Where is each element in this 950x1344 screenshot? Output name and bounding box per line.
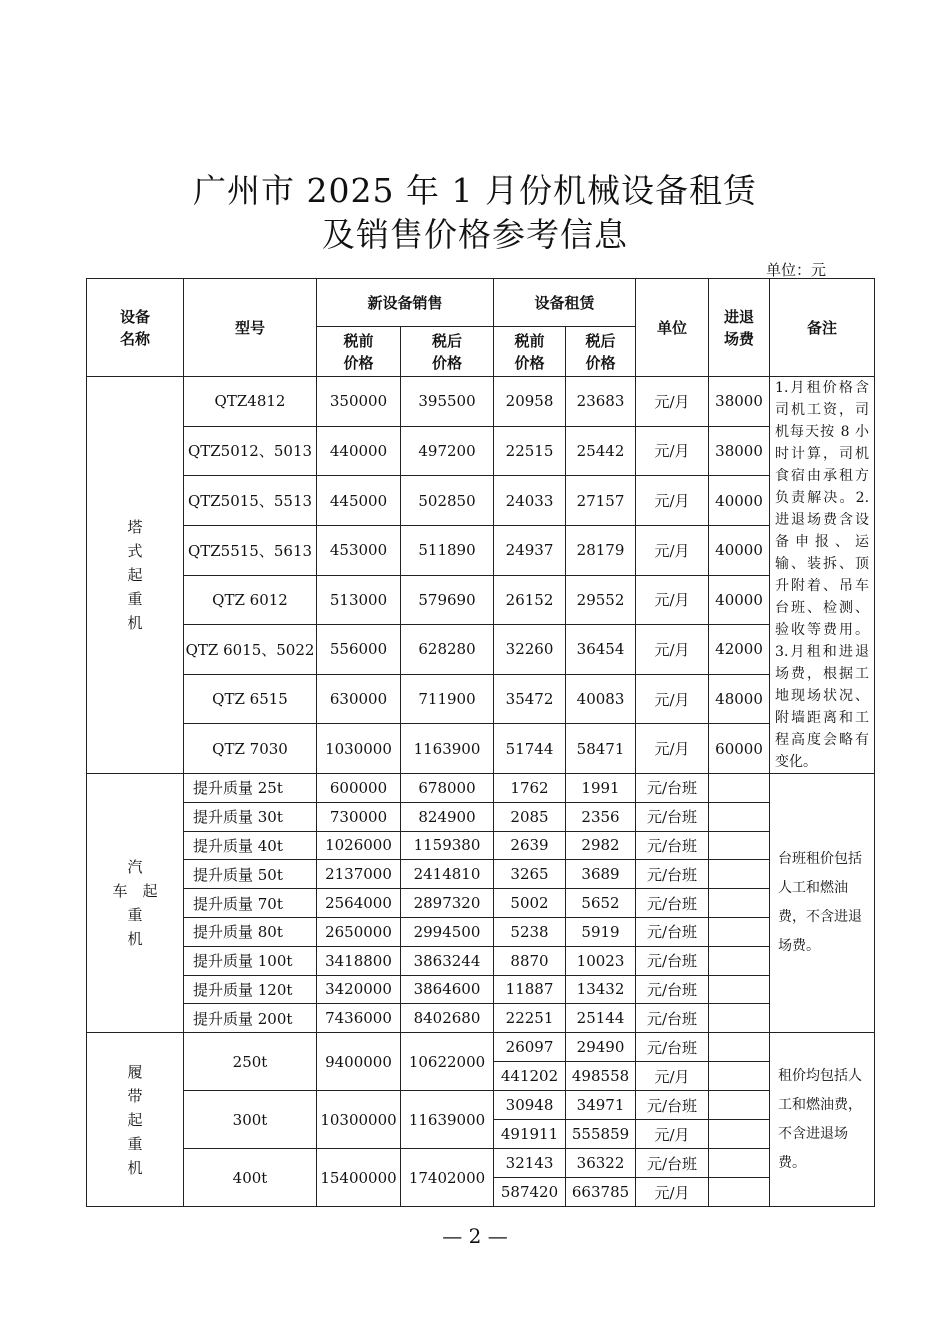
cell-rent-post-tax: 2356 — [566, 802, 636, 831]
document-title-line1: 广州市 2025 年 1 月份机械设备租赁 — [193, 171, 757, 210]
header-name: 设备名称 — [87, 279, 184, 377]
cell-sale-pre-tax: 600000 — [317, 774, 401, 803]
cell-unit: 元/台班 — [636, 889, 709, 918]
cell-sale-post-tax: 3863244 — [401, 946, 494, 975]
cell-sale-pre-tax: 630000 — [317, 674, 401, 724]
table-row — [87, 831, 875, 860]
tower-crane-name-char: 重 — [127, 590, 143, 608]
cell-rent-post-tax: 498558 — [566, 1062, 636, 1091]
table-row — [87, 1149, 875, 1178]
cell-rent-post-tax: 34971 — [566, 1091, 636, 1120]
cell-model: QTZ 6015、5022 — [184, 625, 317, 675]
cell-entry-fee: 48000 — [709, 674, 770, 724]
table-row — [87, 774, 875, 803]
cell-model: QTZ5012、5013 — [184, 426, 317, 476]
cell-sale-post-tax: 395500 — [401, 377, 494, 427]
cell-entry-fee — [709, 774, 770, 803]
crawler-crane-name-char: 机 — [127, 1158, 143, 1177]
cell-entry-fee: 40000 — [709, 476, 770, 526]
cell-model: QTZ 6012 — [184, 575, 317, 625]
header-sale-post-tax: 税后价格 — [401, 327, 494, 377]
cell-sale-pre-tax: 730000 — [317, 802, 401, 831]
tower-crane-name-char: 机 — [127, 614, 143, 632]
cell-sale-pre-tax: 2137000 — [317, 860, 401, 889]
cell-rent-post-tax: 3689 — [566, 860, 636, 889]
cell-rent-pre-tax: 2639 — [494, 831, 566, 860]
cell-sale-post-tax: 824900 — [401, 802, 494, 831]
cell-sale-post-tax: 678000 — [401, 774, 494, 803]
cell-model: QTZ5515、5613 — [184, 525, 317, 575]
cell-rent-pre-tax: 24033 — [494, 476, 566, 526]
cell-model: QTZ4812 — [184, 377, 317, 427]
cell-rent-post-tax: 5919 — [566, 917, 636, 946]
crawler-crane-name-char: 履 — [127, 1062, 143, 1081]
header-entry-fee: 进退场费 — [709, 279, 770, 377]
cell-rent-pre-tax: 5238 — [494, 917, 566, 946]
cell-rent-pre-tax: 1762 — [494, 774, 566, 803]
cell-unit: 元/月 — [636, 625, 709, 675]
cell-rent-post-tax: 27157 — [566, 476, 636, 526]
cell-sale-pre-tax: 3420000 — [317, 975, 401, 1004]
cell-rent-post-tax: 23683 — [566, 377, 636, 427]
cell-rent-pre-tax: 32143 — [494, 1149, 566, 1178]
cell-sale-pre-tax: 9400000 — [317, 1033, 401, 1091]
cell-rent-pre-tax: 3265 — [494, 860, 566, 889]
cell-sale-pre-tax: 1026000 — [317, 831, 401, 860]
cell-entry-fee — [709, 1178, 770, 1207]
cell-unit: 元/台班 — [636, 1004, 709, 1033]
tower-crane-name — [87, 377, 184, 774]
cell-model: 提升质量 200t — [184, 1004, 317, 1033]
cell-model: 提升质量 120t — [184, 975, 317, 1004]
cell-unit: 元/台班 — [636, 946, 709, 975]
table-row — [87, 476, 875, 526]
crawler-crane-name-char: 带 — [127, 1086, 143, 1105]
cell-rent-post-tax: 29552 — [566, 575, 636, 625]
cell-entry-fee — [709, 1033, 770, 1062]
table-row — [87, 724, 875, 774]
cell-unit: 元/月 — [636, 525, 709, 575]
cell-sale-pre-tax: 7436000 — [317, 1004, 401, 1033]
cell-sale-pre-tax: 3418800 — [317, 946, 401, 975]
cell-rent-post-tax: 25144 — [566, 1004, 636, 1033]
page-number: — 2 — — [442, 1224, 508, 1248]
crawler-crane-name-char: 重 — [127, 1134, 143, 1153]
header-rent-post-tax: 税后价格 — [566, 327, 636, 377]
cell-entry-fee: 40000 — [709, 525, 770, 575]
cell-sale-post-tax: 497200 — [401, 426, 494, 476]
cell-rent-pre-tax: 11887 — [494, 975, 566, 1004]
cell-entry-fee — [709, 1120, 770, 1149]
header-new-sale: 新设备销售 — [317, 279, 494, 327]
header-model: 型号 — [184, 279, 317, 377]
cell-sale-post-tax: 711900 — [401, 674, 494, 724]
cell-model: 提升质量 50t — [184, 860, 317, 889]
truck-crane-remark: 台班租价包括人工和燃油费，不含进退场费。 — [770, 774, 875, 1033]
cell-sale-pre-tax: 556000 — [317, 625, 401, 675]
cell-model: QTZ 7030 — [184, 724, 317, 774]
cell-rent-post-tax: 10023 — [566, 946, 636, 975]
cell-unit: 元/月 — [636, 674, 709, 724]
tower-crane-name-char: 起 — [127, 566, 143, 584]
cell-sale-pre-tax: 445000 — [317, 476, 401, 526]
cell-rent-pre-tax: 24937 — [494, 525, 566, 575]
cell-rent-post-tax: 555859 — [566, 1120, 636, 1149]
cell-rent-pre-tax: 22515 — [494, 426, 566, 476]
truck-crane-name-char: 车 起 — [112, 882, 158, 901]
cell-entry-fee — [709, 1149, 770, 1178]
cell-sale-post-tax: 579690 — [401, 575, 494, 625]
cell-entry-fee — [709, 1004, 770, 1033]
table-row — [87, 377, 875, 427]
crawler-crane-name-char: 起 — [127, 1110, 143, 1129]
cell-model: 250t — [184, 1033, 317, 1091]
cell-rent-pre-tax: 2085 — [494, 802, 566, 831]
cell-rent-post-tax: 13432 — [566, 975, 636, 1004]
tower-crane-remark: 1.月租价格含司机工资，司机每天按 8 小时计算，司机食宿由承租方负责解决。2.进退场费含设备申报、运输、装拆、顶升附着、吊车台班、检测、验收等费用。3.月租和进退场费，根据工地现场状况、附墙距离和工程高度会略有变化。 — [770, 377, 875, 774]
cell-unit: 元/台班 — [636, 975, 709, 1004]
cell-sale-post-tax: 10622000 — [401, 1033, 494, 1091]
cell-rent-pre-tax: 8870 — [494, 946, 566, 975]
cell-model: 提升质量 30t — [184, 802, 317, 831]
cell-sale-post-tax: 502850 — [401, 476, 494, 526]
cell-rent-post-tax: 58471 — [566, 724, 636, 774]
cell-sale-pre-tax: 2650000 — [317, 917, 401, 946]
cell-rent-pre-tax: 22251 — [494, 1004, 566, 1033]
cell-unit: 元/台班 — [636, 1149, 709, 1178]
cell-entry-fee — [709, 1062, 770, 1091]
cell-sale-pre-tax: 350000 — [317, 377, 401, 427]
cell-unit: 元/台班 — [636, 917, 709, 946]
table-row — [87, 625, 875, 675]
cell-sale-post-tax: 1159380 — [401, 831, 494, 860]
cell-unit: 元/台班 — [636, 1033, 709, 1062]
cell-model: 300t — [184, 1091, 317, 1149]
table-row — [87, 917, 875, 946]
crawler-crane-remark: 租价均包括人工和燃油费，不含进退场费。 — [770, 1033, 875, 1207]
cell-sale-post-tax: 1163900 — [401, 724, 494, 774]
cell-model: 提升质量 25t — [184, 774, 317, 803]
table-row — [87, 674, 875, 724]
cell-rent-pre-tax: 26097 — [494, 1033, 566, 1062]
cell-entry-fee: 38000 — [709, 426, 770, 476]
document-title-line2: 及销售价格参考信息 — [322, 215, 628, 254]
cell-rent-pre-tax: 20958 — [494, 377, 566, 427]
cell-sale-pre-tax: 513000 — [317, 575, 401, 625]
cell-entry-fee: 38000 — [709, 377, 770, 427]
cell-unit: 元/月 — [636, 377, 709, 427]
table-row — [87, 575, 875, 625]
header-unit: 单位 — [636, 279, 709, 377]
cell-rent-post-tax: 28179 — [566, 525, 636, 575]
table-row — [87, 1004, 875, 1033]
cell-rent-pre-tax: 51744 — [494, 724, 566, 774]
tower-crane-section — [87, 377, 875, 774]
cell-unit: 元/月 — [636, 1062, 709, 1091]
price-table — [86, 278, 875, 1207]
cell-entry-fee — [709, 889, 770, 918]
cell-rent-post-tax: 36322 — [566, 1149, 636, 1178]
cell-rent-pre-tax: 491911 — [494, 1120, 566, 1149]
cell-sale-post-tax: 511890 — [401, 525, 494, 575]
cell-unit: 元/台班 — [636, 774, 709, 803]
crawler-crane-section — [87, 1033, 875, 1207]
cell-rent-pre-tax: 35472 — [494, 674, 566, 724]
cell-entry-fee — [709, 831, 770, 860]
cell-rent-post-tax: 663785 — [566, 1178, 636, 1207]
header-sale-pre-tax: 税前价格 — [317, 327, 401, 377]
header-rent: 设备租赁 — [494, 279, 636, 327]
tower-crane-name-char: 塔 — [127, 518, 143, 536]
cell-unit: 元/月 — [636, 724, 709, 774]
cell-sale-pre-tax: 1030000 — [317, 724, 401, 774]
table-row — [87, 889, 875, 918]
cell-sale-post-tax: 2994500 — [401, 917, 494, 946]
cell-rent-post-tax: 2982 — [566, 831, 636, 860]
cell-unit: 元/台班 — [636, 831, 709, 860]
table-row — [87, 860, 875, 889]
cell-model: 提升质量 100t — [184, 946, 317, 975]
truck-crane-name-char: 机 — [127, 930, 143, 949]
cell-unit: 元/月 — [636, 426, 709, 476]
table-row — [87, 802, 875, 831]
cell-entry-fee — [709, 1091, 770, 1120]
cell-rent-pre-tax: 5002 — [494, 889, 566, 918]
cell-sale-post-tax: 11639000 — [401, 1091, 494, 1149]
cell-unit: 元/月 — [636, 1120, 709, 1149]
cell-rent-post-tax: 29490 — [566, 1033, 636, 1062]
cell-unit: 元/台班 — [636, 860, 709, 889]
tower-crane-name-char: 式 — [127, 542, 143, 560]
table-row — [87, 946, 875, 975]
cell-unit: 元/月 — [636, 1178, 709, 1207]
cell-rent-post-tax: 40083 — [566, 674, 636, 724]
cell-sale-pre-tax: 10300000 — [317, 1091, 401, 1149]
table-row — [87, 426, 875, 476]
cell-entry-fee — [709, 946, 770, 975]
cell-model: QTZ 6515 — [184, 674, 317, 724]
cell-entry-fee: 60000 — [709, 724, 770, 774]
cell-model: 400t — [184, 1149, 317, 1207]
truck-crane-section — [87, 774, 875, 1033]
cell-model: 提升质量 80t — [184, 917, 317, 946]
cell-sale-post-tax: 8402680 — [401, 1004, 494, 1033]
cell-entry-fee — [709, 860, 770, 889]
cell-unit: 元/台班 — [636, 802, 709, 831]
table-row — [87, 1091, 875, 1120]
crawler-crane-name — [87, 1033, 184, 1207]
cell-rent-post-tax: 36454 — [566, 625, 636, 675]
cell-entry-fee — [709, 975, 770, 1004]
cell-model: 提升质量 70t — [184, 889, 317, 918]
cell-sale-post-tax: 17402000 — [401, 1149, 494, 1207]
cell-sale-post-tax: 2897320 — [401, 889, 494, 918]
table-row — [87, 525, 875, 575]
cell-rent-pre-tax: 441202 — [494, 1062, 566, 1091]
cell-unit: 元/月 — [636, 575, 709, 625]
cell-sale-pre-tax: 440000 — [317, 426, 401, 476]
cell-sale-post-tax: 628280 — [401, 625, 494, 675]
cell-sale-post-tax: 3864600 — [401, 975, 494, 1004]
cell-rent-post-tax: 1991 — [566, 774, 636, 803]
table-row — [87, 975, 875, 1004]
truck-crane-name-char: 汽 — [127, 858, 143, 877]
cell-sale-pre-tax: 453000 — [317, 525, 401, 575]
table-row — [87, 1033, 875, 1062]
cell-entry-fee — [709, 917, 770, 946]
cell-entry-fee: 42000 — [709, 625, 770, 675]
cell-model: 提升质量 40t — [184, 831, 317, 860]
cell-entry-fee — [709, 802, 770, 831]
cell-rent-post-tax: 5652 — [566, 889, 636, 918]
cell-rent-pre-tax: 587420 — [494, 1178, 566, 1207]
cell-sale-pre-tax: 15400000 — [317, 1149, 401, 1207]
cell-rent-pre-tax: 30948 — [494, 1091, 566, 1120]
cell-rent-pre-tax: 26152 — [494, 575, 566, 625]
cell-rent-pre-tax: 32260 — [494, 625, 566, 675]
truck-crane-name-char: 重 — [127, 906, 143, 925]
header-remark: 备注 — [770, 279, 875, 377]
truck-crane-name — [87, 774, 184, 1033]
cell-entry-fee: 40000 — [709, 575, 770, 625]
cell-unit: 元/台班 — [636, 1091, 709, 1120]
header-rent-pre-tax: 税前价格 — [494, 327, 566, 377]
cell-rent-post-tax: 25442 — [566, 426, 636, 476]
cell-unit: 元/月 — [636, 476, 709, 526]
cell-sale-pre-tax: 2564000 — [317, 889, 401, 918]
unit-label: 单位：元 — [766, 261, 827, 279]
cell-model: QTZ5015、5513 — [184, 476, 317, 526]
cell-sale-post-tax: 2414810 — [401, 860, 494, 889]
